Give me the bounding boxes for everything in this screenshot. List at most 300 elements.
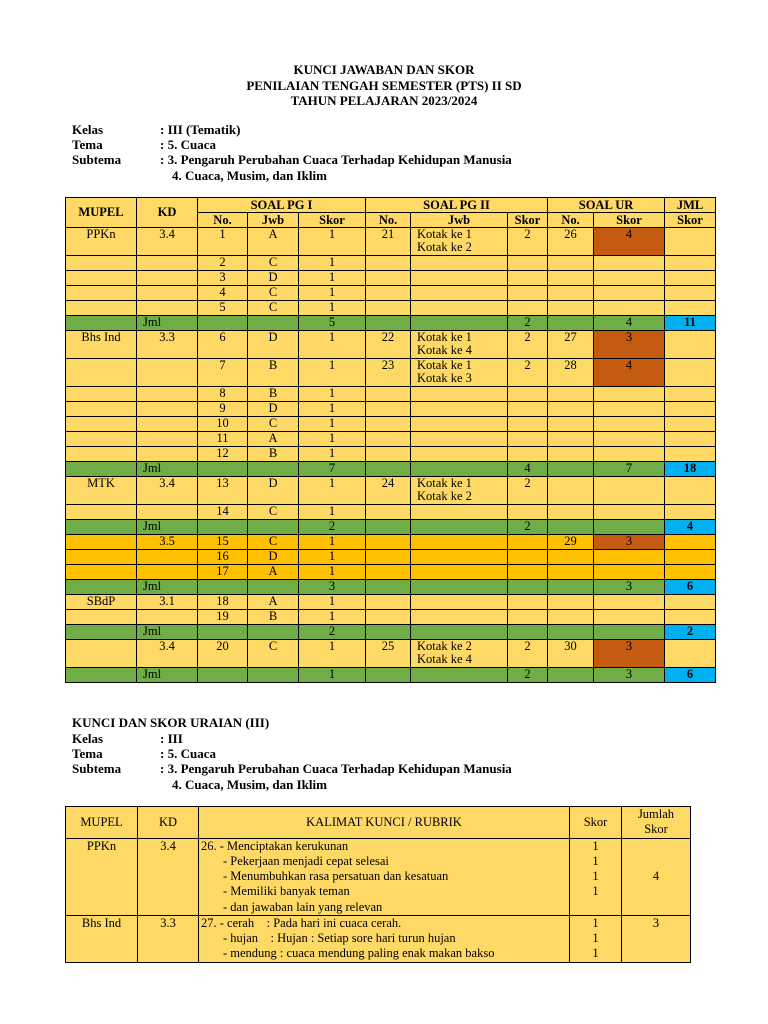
doc-title-line1: KUNCI JAWABAN DAN SKOR bbox=[293, 62, 475, 77]
cell-no3 bbox=[548, 668, 594, 683]
cell-s1: 1 bbox=[299, 595, 366, 610]
subtotal-row bbox=[66, 462, 716, 477]
cell-jwb2 bbox=[411, 520, 508, 535]
cell-s1: 3 bbox=[299, 580, 366, 595]
cell-tot bbox=[665, 565, 716, 580]
rubric-header-skor: Skor bbox=[570, 807, 622, 839]
cell-kd: 3.4 bbox=[137, 640, 198, 668]
cell-s1: 1 bbox=[299, 565, 366, 580]
cell-s3 bbox=[594, 387, 665, 402]
subtotal-row bbox=[66, 316, 716, 331]
cell-kd: 3.4 bbox=[137, 228, 198, 256]
cell-no3 bbox=[548, 565, 594, 580]
cell-no3: 30 bbox=[548, 640, 594, 668]
cell-s1: 1 bbox=[299, 256, 366, 271]
cell-s3 bbox=[594, 565, 665, 580]
cell-s1: 7 bbox=[299, 462, 366, 477]
cell-s3 bbox=[594, 447, 665, 462]
cell-no2 bbox=[366, 432, 411, 447]
cell-tot: 11 bbox=[665, 316, 716, 331]
cell-s3: 4 bbox=[594, 316, 665, 331]
cell-no1 bbox=[198, 668, 248, 683]
cell-jwb1: B bbox=[248, 359, 299, 387]
cell-no2 bbox=[366, 271, 411, 286]
header-jml: JML bbox=[665, 198, 716, 213]
cell-jwb2 bbox=[411, 535, 508, 550]
cell-no1: 5 bbox=[198, 301, 248, 316]
rubric-kd: 3.3 bbox=[138, 915, 199, 962]
cell-mupel bbox=[66, 520, 137, 535]
cell-no3 bbox=[548, 387, 594, 402]
cell-s1: 1 bbox=[299, 286, 366, 301]
cell-kd: 3.3 bbox=[137, 331, 198, 359]
table-row bbox=[66, 387, 716, 402]
cell-s2 bbox=[508, 271, 548, 286]
cell-no2 bbox=[366, 402, 411, 417]
section2-subtema bbox=[0, 761, 768, 777]
cell-mupel bbox=[66, 447, 137, 462]
cell-mupel bbox=[66, 271, 137, 286]
cell-jwb1: D bbox=[248, 331, 299, 359]
cell-jwb2 bbox=[411, 432, 508, 447]
cell-kd: Jml bbox=[137, 462, 198, 477]
rubric-skor bbox=[570, 915, 622, 962]
cell-tot: 6 bbox=[665, 580, 716, 595]
cell-kd bbox=[137, 417, 198, 432]
cell-s1: 1 bbox=[299, 432, 366, 447]
cell-mupel bbox=[66, 359, 137, 387]
cell-s1: 1 bbox=[299, 387, 366, 402]
cell-jwb2: Kotak ke 1 Kotak ke 2 bbox=[411, 477, 508, 505]
section2-tema bbox=[0, 746, 768, 762]
table-row bbox=[66, 331, 716, 359]
subtema-value: : 3. Pengaruh Perubahan Cuaca Terhadap Kehidupan Manusia bbox=[160, 761, 512, 776]
cell-no1: 16 bbox=[198, 550, 248, 565]
cell-no2 bbox=[366, 668, 411, 683]
cell-tot bbox=[665, 286, 716, 301]
cell-s3 bbox=[594, 610, 665, 625]
cell-s2: 4 bbox=[508, 462, 548, 477]
cell-jwb1: A bbox=[248, 228, 299, 256]
cell-no3 bbox=[548, 462, 594, 477]
cell-tot: 6 bbox=[665, 668, 716, 683]
cell-jwb2 bbox=[411, 595, 508, 610]
cell-jwb1: D bbox=[248, 271, 299, 286]
cell-no1: 15 bbox=[198, 535, 248, 550]
cell-tot bbox=[665, 477, 716, 505]
kelas-value: : III (Tematik) bbox=[160, 122, 241, 137]
tema-label: Tema bbox=[72, 137, 103, 152]
cell-jwb1: C bbox=[248, 505, 299, 520]
tema-value: : 5. Cuaca bbox=[160, 137, 216, 152]
subtema-label: Subtema bbox=[72, 152, 122, 167]
cell-s3 bbox=[594, 520, 665, 535]
cell-kd bbox=[137, 301, 198, 316]
cell-s2: 2 bbox=[508, 668, 548, 683]
cell-kd bbox=[137, 359, 198, 387]
cell-s1: 2 bbox=[299, 625, 366, 640]
rubric-line: - dan jawaban lain yang relevan bbox=[223, 899, 383, 914]
cell-s1: 1 bbox=[299, 417, 366, 432]
cell-tot bbox=[665, 402, 716, 417]
header-soal-pg1: SOAL PG I bbox=[198, 198, 366, 213]
rubric-row bbox=[66, 838, 691, 915]
rubric-header-kd: KD bbox=[138, 807, 199, 839]
header-jml-skor: Skor bbox=[665, 213, 716, 228]
header-no: No. bbox=[548, 213, 594, 228]
cell-no2 bbox=[366, 550, 411, 565]
cell-s2 bbox=[508, 505, 548, 520]
cell-s1: 1 bbox=[299, 640, 366, 668]
jumlah-skor-label: Skor bbox=[644, 822, 668, 837]
table-row bbox=[66, 402, 716, 417]
subtema-value: : 3. Pengaruh Perubahan Cuaca Terhadap Kehidupan Manusia bbox=[160, 152, 512, 167]
cell-s1: 1 bbox=[299, 402, 366, 417]
cell-no2 bbox=[366, 580, 411, 595]
cell-s2 bbox=[508, 402, 548, 417]
table-row bbox=[66, 565, 716, 580]
table-row bbox=[66, 535, 716, 550]
cell-no3 bbox=[548, 610, 594, 625]
cell-kd: Jml bbox=[137, 316, 198, 331]
subtema-label: Subtema bbox=[72, 761, 122, 776]
cell-no3: 26 bbox=[548, 228, 594, 256]
header-no: No. bbox=[198, 213, 248, 228]
cell-mupel: PPKn bbox=[66, 228, 137, 256]
cell-s3: 4 bbox=[594, 359, 665, 387]
cell-no1: 18 bbox=[198, 595, 248, 610]
table-row bbox=[66, 550, 716, 565]
cell-mupel bbox=[66, 505, 137, 520]
cell-jwb2 bbox=[411, 301, 508, 316]
table-row bbox=[66, 447, 716, 462]
cell-no1: 10 bbox=[198, 417, 248, 432]
rubric-header-kalimat: KALIMAT KUNCI / RUBRIK bbox=[199, 807, 570, 839]
section2-kelas bbox=[0, 731, 768, 747]
cell-kd: Jml bbox=[137, 580, 198, 595]
cell-s3: 7 bbox=[594, 462, 665, 477]
cell-mupel bbox=[66, 432, 137, 447]
rubric-jumlah: 4 bbox=[622, 838, 691, 915]
table-row bbox=[66, 640, 716, 668]
cell-jwb1: C bbox=[248, 256, 299, 271]
cell-no3 bbox=[548, 580, 594, 595]
header-mupel: MUPEL bbox=[66, 198, 137, 228]
rubric-line: - Memiliki banyak teman bbox=[223, 884, 350, 899]
cell-tot bbox=[665, 432, 716, 447]
cell-s3 bbox=[594, 271, 665, 286]
cell-no1: 9 bbox=[198, 402, 248, 417]
cell-s2: 2 bbox=[508, 477, 548, 505]
cell-tot bbox=[665, 550, 716, 565]
cell-jwb2 bbox=[411, 402, 508, 417]
cell-jwb2 bbox=[411, 256, 508, 271]
cell-s2: 2 bbox=[508, 520, 548, 535]
cell-s2 bbox=[508, 417, 548, 432]
cell-no3 bbox=[548, 447, 594, 462]
cell-no2 bbox=[366, 535, 411, 550]
cell-no2 bbox=[366, 447, 411, 462]
cell-s3: 3 bbox=[594, 640, 665, 668]
header-skor: Skor bbox=[594, 213, 665, 228]
rubric-row bbox=[66, 915, 691, 962]
cell-s3 bbox=[594, 625, 665, 640]
cell-tot bbox=[665, 271, 716, 286]
header-skor: Skor bbox=[299, 213, 366, 228]
cell-s2 bbox=[508, 387, 548, 402]
cell-tot bbox=[665, 447, 716, 462]
cell-jwb1: C bbox=[248, 417, 299, 432]
cell-no2 bbox=[366, 565, 411, 580]
cell-s1: 1 bbox=[299, 447, 366, 462]
table-row bbox=[66, 228, 716, 256]
cell-jwb2: Kotak ke 1 Kotak ke 2 bbox=[411, 228, 508, 256]
info-kelas bbox=[0, 122, 768, 138]
header-no: No. bbox=[366, 213, 411, 228]
cell-no2: 23 bbox=[366, 359, 411, 387]
table-row bbox=[66, 432, 716, 447]
cell-jwb1: C bbox=[248, 301, 299, 316]
rubric-skor-value bbox=[570, 900, 621, 915]
cell-kd bbox=[137, 271, 198, 286]
cell-tot bbox=[665, 610, 716, 625]
cell-kd bbox=[137, 565, 198, 580]
rubric-skor bbox=[570, 838, 622, 915]
cell-s2: 2 bbox=[508, 316, 548, 331]
cell-no1 bbox=[198, 625, 248, 640]
cell-jwb2 bbox=[411, 625, 508, 640]
cell-kd bbox=[137, 447, 198, 462]
cell-no1: 4 bbox=[198, 286, 248, 301]
cell-mupel bbox=[66, 286, 137, 301]
cell-s2 bbox=[508, 610, 548, 625]
cell-jwb1: A bbox=[248, 432, 299, 447]
cell-s3 bbox=[594, 595, 665, 610]
cell-mupel bbox=[66, 580, 137, 595]
cell-jwb2 bbox=[411, 550, 508, 565]
header-jwb: Jwb bbox=[248, 213, 299, 228]
cell-jwb1: B bbox=[248, 447, 299, 462]
cell-s2: 2 bbox=[508, 228, 548, 256]
cell-mupel: MTK bbox=[66, 477, 137, 505]
cell-no1: 6 bbox=[198, 331, 248, 359]
cell-no3 bbox=[548, 316, 594, 331]
doc-title-line3: TAHUN PELAJARAN 2023/2024 bbox=[290, 93, 478, 108]
cell-no1: 2 bbox=[198, 256, 248, 271]
cell-tot bbox=[665, 228, 716, 256]
table-row bbox=[66, 271, 716, 286]
cell-mupel bbox=[66, 316, 137, 331]
cell-jwb2 bbox=[411, 610, 508, 625]
cell-tot bbox=[665, 256, 716, 271]
cell-jwb1: A bbox=[248, 595, 299, 610]
cell-s1: 1 bbox=[299, 271, 366, 286]
cell-s3 bbox=[594, 286, 665, 301]
cell-mupel bbox=[66, 550, 137, 565]
cell-no2 bbox=[366, 301, 411, 316]
cell-no3 bbox=[548, 625, 594, 640]
cell-jwb2 bbox=[411, 417, 508, 432]
subtotal-row bbox=[66, 668, 716, 683]
cell-jwb2: Kotak ke 1 Kotak ke 4 bbox=[411, 331, 508, 359]
cell-jwb2 bbox=[411, 316, 508, 331]
cell-s2: 2 bbox=[508, 359, 548, 387]
cell-jwb2: Kotak ke 1 Kotak ke 3 bbox=[411, 359, 508, 387]
cell-tot bbox=[665, 417, 716, 432]
cell-jwb2 bbox=[411, 668, 508, 683]
cell-mupel bbox=[66, 535, 137, 550]
rubric-kd: 3.4 bbox=[138, 838, 199, 915]
cell-mupel: Bhs Ind bbox=[66, 331, 137, 359]
cell-jwb1 bbox=[248, 520, 299, 535]
jumlah-label: Jumlah bbox=[637, 807, 675, 821]
cell-s2 bbox=[508, 550, 548, 565]
cell-s3 bbox=[594, 301, 665, 316]
cell-no2 bbox=[366, 505, 411, 520]
header-jwb: Jwb bbox=[411, 213, 508, 228]
cell-s2 bbox=[508, 256, 548, 271]
cell-no1: 3 bbox=[198, 271, 248, 286]
kelas-label: Kelas bbox=[72, 731, 104, 746]
cell-no1: 20 bbox=[198, 640, 248, 668]
cell-jwb1: D bbox=[248, 402, 299, 417]
cell-s3: 3 bbox=[594, 535, 665, 550]
section2-title: KUNCI DAN SKOR URAIAN (III) bbox=[72, 715, 270, 730]
cell-jwb1: D bbox=[248, 477, 299, 505]
cell-s2 bbox=[508, 286, 548, 301]
cell-s1: 1 bbox=[299, 228, 366, 256]
header-kd: KD bbox=[137, 198, 198, 228]
cell-s3 bbox=[594, 402, 665, 417]
subtotal-row bbox=[66, 520, 716, 535]
cell-no1 bbox=[198, 520, 248, 535]
cell-s1: 1 bbox=[299, 359, 366, 387]
table-row bbox=[66, 256, 716, 271]
cell-s2 bbox=[508, 625, 548, 640]
cell-no1: 14 bbox=[198, 505, 248, 520]
rubric-skor-value: 1 bbox=[592, 931, 599, 945]
answer-key-table bbox=[65, 197, 716, 683]
cell-jwb2: Kotak ke 2 Kotak ke 4 bbox=[411, 640, 508, 668]
cell-s3 bbox=[594, 505, 665, 520]
cell-tot bbox=[665, 535, 716, 550]
cell-kd bbox=[137, 387, 198, 402]
cell-tot: 2 bbox=[665, 625, 716, 640]
cell-tot: 18 bbox=[665, 462, 716, 477]
rubric-line: - hujan : Hujan : Setiap sore hari turun hujan bbox=[223, 931, 456, 945]
cell-tot bbox=[665, 387, 716, 402]
info-subtema bbox=[0, 152, 768, 168]
cell-no1: 19 bbox=[198, 610, 248, 625]
cell-kd: Jml bbox=[137, 520, 198, 535]
table-row bbox=[66, 610, 716, 625]
cell-s2 bbox=[508, 565, 548, 580]
cell-s1: 5 bbox=[299, 316, 366, 331]
rubric-header-mupel: MUPEL bbox=[66, 807, 138, 839]
cell-s3: 3 bbox=[594, 580, 665, 595]
cell-no1 bbox=[198, 580, 248, 595]
cell-jwb1 bbox=[248, 462, 299, 477]
cell-no2: 24 bbox=[366, 477, 411, 505]
cell-no1: 11 bbox=[198, 432, 248, 447]
subtema-value-2: 4. Cuaca, Musim, dan Iklim bbox=[172, 168, 327, 183]
cell-tot: 4 bbox=[665, 520, 716, 535]
info-tema bbox=[0, 137, 768, 153]
cell-jwb1: D bbox=[248, 550, 299, 565]
cell-jwb1: C bbox=[248, 535, 299, 550]
cell-s2 bbox=[508, 432, 548, 447]
cell-jwb1: A bbox=[248, 565, 299, 580]
cell-s3: 3 bbox=[594, 668, 665, 683]
cell-s1: 2 bbox=[299, 520, 366, 535]
cell-mupel bbox=[66, 417, 137, 432]
tema-label: Tema bbox=[72, 746, 103, 761]
subtotal-row bbox=[66, 625, 716, 640]
cell-s2: 2 bbox=[508, 640, 548, 668]
cell-no2 bbox=[366, 625, 411, 640]
cell-no1: 1 bbox=[198, 228, 248, 256]
cell-no3: 28 bbox=[548, 359, 594, 387]
header-skor: Skor bbox=[508, 213, 548, 228]
rubric-line: 26. - Menciptakan kerukunan bbox=[201, 838, 349, 853]
rubric-skor-value: 1 bbox=[592, 946, 599, 961]
cell-mupel bbox=[66, 668, 137, 683]
rubric-line: - Pekerjaan menjadi cepat selesai bbox=[223, 853, 389, 868]
cell-jwb2 bbox=[411, 271, 508, 286]
rubric-mupel: Bhs Ind bbox=[66, 915, 138, 962]
cell-s2 bbox=[508, 595, 548, 610]
cell-kd bbox=[137, 610, 198, 625]
rubric-skor-value: 1 bbox=[592, 884, 599, 899]
cell-no3 bbox=[548, 520, 594, 535]
cell-s1: 1 bbox=[299, 550, 366, 565]
rubric-kalimat bbox=[199, 915, 570, 962]
cell-tot bbox=[665, 505, 716, 520]
cell-no1 bbox=[198, 462, 248, 477]
cell-no2 bbox=[366, 316, 411, 331]
cell-jwb2 bbox=[411, 462, 508, 477]
cell-kd bbox=[137, 402, 198, 417]
cell-no2 bbox=[366, 610, 411, 625]
cell-no2 bbox=[366, 520, 411, 535]
table-row bbox=[66, 301, 716, 316]
cell-s3: 4 bbox=[594, 228, 665, 256]
rubric-jumlah: 3 bbox=[622, 915, 691, 962]
cell-s3 bbox=[594, 432, 665, 447]
cell-jwb1 bbox=[248, 316, 299, 331]
rubric-header-jumlah bbox=[622, 807, 691, 839]
cell-no3 bbox=[548, 595, 594, 610]
kelas-label: Kelas bbox=[72, 122, 104, 137]
cell-jwb2 bbox=[411, 580, 508, 595]
cell-jwb1 bbox=[248, 580, 299, 595]
cell-jwb1: C bbox=[248, 640, 299, 668]
cell-no3 bbox=[548, 417, 594, 432]
cell-tot bbox=[665, 331, 716, 359]
rubric-skor-value: 1 bbox=[592, 869, 599, 883]
cell-kd bbox=[137, 505, 198, 520]
cell-s3: 3 bbox=[594, 331, 665, 359]
cell-s1: 1 bbox=[299, 535, 366, 550]
cell-kd bbox=[137, 432, 198, 447]
cell-no2 bbox=[366, 256, 411, 271]
table-row bbox=[66, 417, 716, 432]
table-row bbox=[66, 477, 716, 505]
cell-s1: 1 bbox=[299, 331, 366, 359]
cell-tot bbox=[665, 359, 716, 387]
cell-s3 bbox=[594, 417, 665, 432]
cell-no1: 12 bbox=[198, 447, 248, 462]
